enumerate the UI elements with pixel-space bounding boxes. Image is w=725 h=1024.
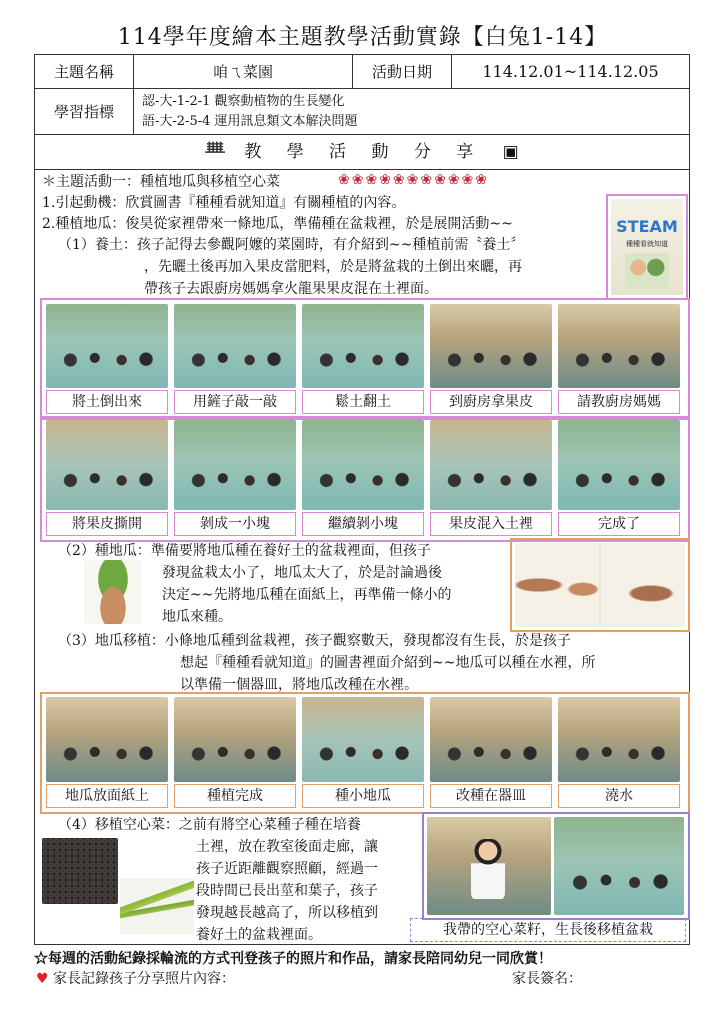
step1-line-b: ，先曬土後再加入果皮當肥料，於是將盆栽的土倒出來曬，再 <box>144 259 522 275</box>
spinach-photo-frame <box>422 812 690 920</box>
step4-line-a: （4）移植空心菜：之前有將空心菜種子種在培養 <box>58 817 361 833</box>
share-heading-bar <box>34 135 690 170</box>
step4-line-f: 養好土的盆栽裡面。 <box>196 927 322 943</box>
kids-figures <box>46 458 168 503</box>
book-page-image <box>515 543 685 627</box>
row1-photo-5 <box>558 304 680 388</box>
goal-1: 認-大-1-2-1 觀察動植物的生長變化 <box>142 93 345 109</box>
step1-line-a: （1）養土：孩子記得去參觀阿嬤的菜園時，有介紹到~~種植前需〝養土〞 <box>58 237 525 253</box>
kids-figures <box>430 339 552 381</box>
row2-photo-3 <box>302 420 424 510</box>
kids-figures <box>558 458 680 503</box>
step4-line-d: 段時間已長出莖和葉子，孩子 <box>196 883 378 899</box>
kids-figures <box>558 339 680 381</box>
book-cover-frame <box>606 194 688 300</box>
row3-photo-2 <box>174 697 296 782</box>
step1-line-c: 帶孩子去跟廚房媽媽拿火龍果果皮混在土裡面。 <box>144 281 438 297</box>
spinach-seeds-image <box>42 838 118 904</box>
kids-figures <box>174 339 296 381</box>
row1-photo-3 <box>302 304 424 388</box>
theme-label: 主題名稱 <box>35 55 134 89</box>
step4-line-c: 孩子近距離觀察照顧，經過一 <box>196 861 378 877</box>
goal-label: 學習指標 <box>35 89 134 135</box>
row2-caption-4: 果皮混入土裡 <box>430 512 552 536</box>
page-title: 114學年度繪本主題教學活動實錄【白兔1-14】 <box>117 25 608 50</box>
child-figure <box>471 839 505 899</box>
step2-line-d: 地瓜來種。 <box>162 609 232 625</box>
footer-note: ☆每週的活動紀錄採輪流的方式刊登孩子的照片和作品，請家長陪同幼兒一同欣賞！ <box>34 951 552 967</box>
book-cover <box>611 199 683 295</box>
row2-photo-5 <box>558 420 680 510</box>
row1-caption-5: 請教廚房媽媽 <box>558 390 680 414</box>
book-page-frame <box>510 538 690 632</box>
parent-record-row <box>36 969 235 989</box>
board-icon: ▣ <box>502 142 519 162</box>
flower-border-icon: ❀❀❀❀❀❀❀❀❀❀❀ <box>338 172 490 188</box>
row3-caption-5: 澆水 <box>558 784 680 808</box>
book-subtitle: 種種看就知道 <box>626 240 668 248</box>
kids-figures <box>430 733 552 776</box>
kids-figures <box>174 733 296 776</box>
date-label: 活動日期 <box>353 55 452 89</box>
spinach-caption: 我帶的空心菜籽，生長後移植盆栽 <box>410 918 686 942</box>
step3-line-a: （3）地瓜移植：小條地瓜種到盆栽裡，孩子觀察數天，發現都沒有生長，於是孩子 <box>58 633 571 649</box>
step2-line-c: 決定~~先將地瓜種在面紙上，再準備一條小的 <box>162 587 452 603</box>
kids-figures <box>558 733 680 776</box>
row1-caption-2: 用鏟子敲一敲 <box>174 390 296 414</box>
row3-photo-5 <box>558 697 680 782</box>
row3-caption-2: 種植完成 <box>174 784 296 808</box>
activity-line-2: 2.種植地瓜：俊昊從家裡帶來一條地瓜，準備種在盆栽裡，於是展開活動~~ <box>42 216 513 232</box>
row1-photo-2 <box>174 304 296 388</box>
step2-line-b: 發現盆栽太小了，地瓜太大了，於是討論過後 <box>162 565 442 581</box>
plant-icon: ᚙ <box>205 142 225 162</box>
step4-line-b: 土裡，放在教室後面走廊，讓 <box>196 839 378 855</box>
signature-label: 家長簽名： <box>512 971 582 987</box>
row2-caption-2: 剝成一小塊 <box>174 512 296 536</box>
row3-photo-4 <box>430 697 552 782</box>
row3-caption-3: 種小地瓜 <box>302 784 424 808</box>
row2-caption-3: 繼續剝小塊 <box>302 512 424 536</box>
row1-caption-3: 鬆土翻土 <box>302 390 424 414</box>
row1-photo-4 <box>430 304 552 388</box>
kids-figures <box>46 733 168 776</box>
spinach-photo-child <box>427 817 551 915</box>
kids-figures <box>302 733 424 776</box>
kids-figures <box>174 458 296 503</box>
row2-caption-1: 將果皮撕開 <box>46 512 168 536</box>
row3-caption-4: 改種在器皿 <box>430 784 552 808</box>
share-heading: 教 學 活 動 分 享 <box>244 142 484 162</box>
step2-line-a: （2）種地瓜：準備要將地瓜種在養好土的盆栽裡面，但孩子 <box>58 543 431 559</box>
heart-icon: ♥ <box>36 971 49 987</box>
kids-figures <box>302 339 424 381</box>
parent-record-label: 家長記錄孩子分享照片內容： <box>53 971 236 987</box>
activity-heading: ＊主題活動一：種植地瓜與移植空心菜 <box>42 174 280 190</box>
row2-photo-1 <box>46 420 168 510</box>
sweet-potato-jar-image <box>84 560 142 624</box>
row3-photo-1 <box>46 697 168 782</box>
book-title-word: STEAM <box>616 217 678 236</box>
step3-line-b: 想起『種種看就知道』的圖書裡面介紹到~~地瓜可以種在水裡，所 <box>180 655 596 671</box>
row2-photo-4 <box>430 420 552 510</box>
theme-value: 咱ㄟ菜園 <box>134 55 353 89</box>
spinach-sprouts-image <box>120 878 194 934</box>
row1-photo-1 <box>46 304 168 388</box>
kids-figures <box>430 458 552 503</box>
activity-line-1: 1.引起動機：欣賞圖書『種種看就知道』有關種植的內容。 <box>42 195 406 211</box>
step3-line-c: 以準備一個器皿，將地瓜改種在水裡。 <box>180 677 418 693</box>
book-illustration <box>625 253 669 289</box>
kids-figures <box>46 339 168 381</box>
step4-line-e: 發現越長越高了，所以移植到 <box>196 905 378 921</box>
row3-caption-1: 地瓜放面紙上 <box>46 784 168 808</box>
row3-photo-3 <box>302 697 424 782</box>
date-value: 114.12.01~114.12.05 <box>452 55 690 89</box>
row2-photo-2 <box>174 420 296 510</box>
goal-2: 語-大-2-5-4 運用訊息類文本解決問題 <box>142 113 358 129</box>
row2-caption-5: 完成了 <box>558 512 680 536</box>
kids-figures <box>302 458 424 503</box>
row1-caption-4: 到廚房拿果皮 <box>430 390 552 414</box>
row1-caption-1: 將土倒出來 <box>46 390 168 414</box>
info-table <box>34 54 690 135</box>
spinach-photo-group <box>554 817 684 915</box>
